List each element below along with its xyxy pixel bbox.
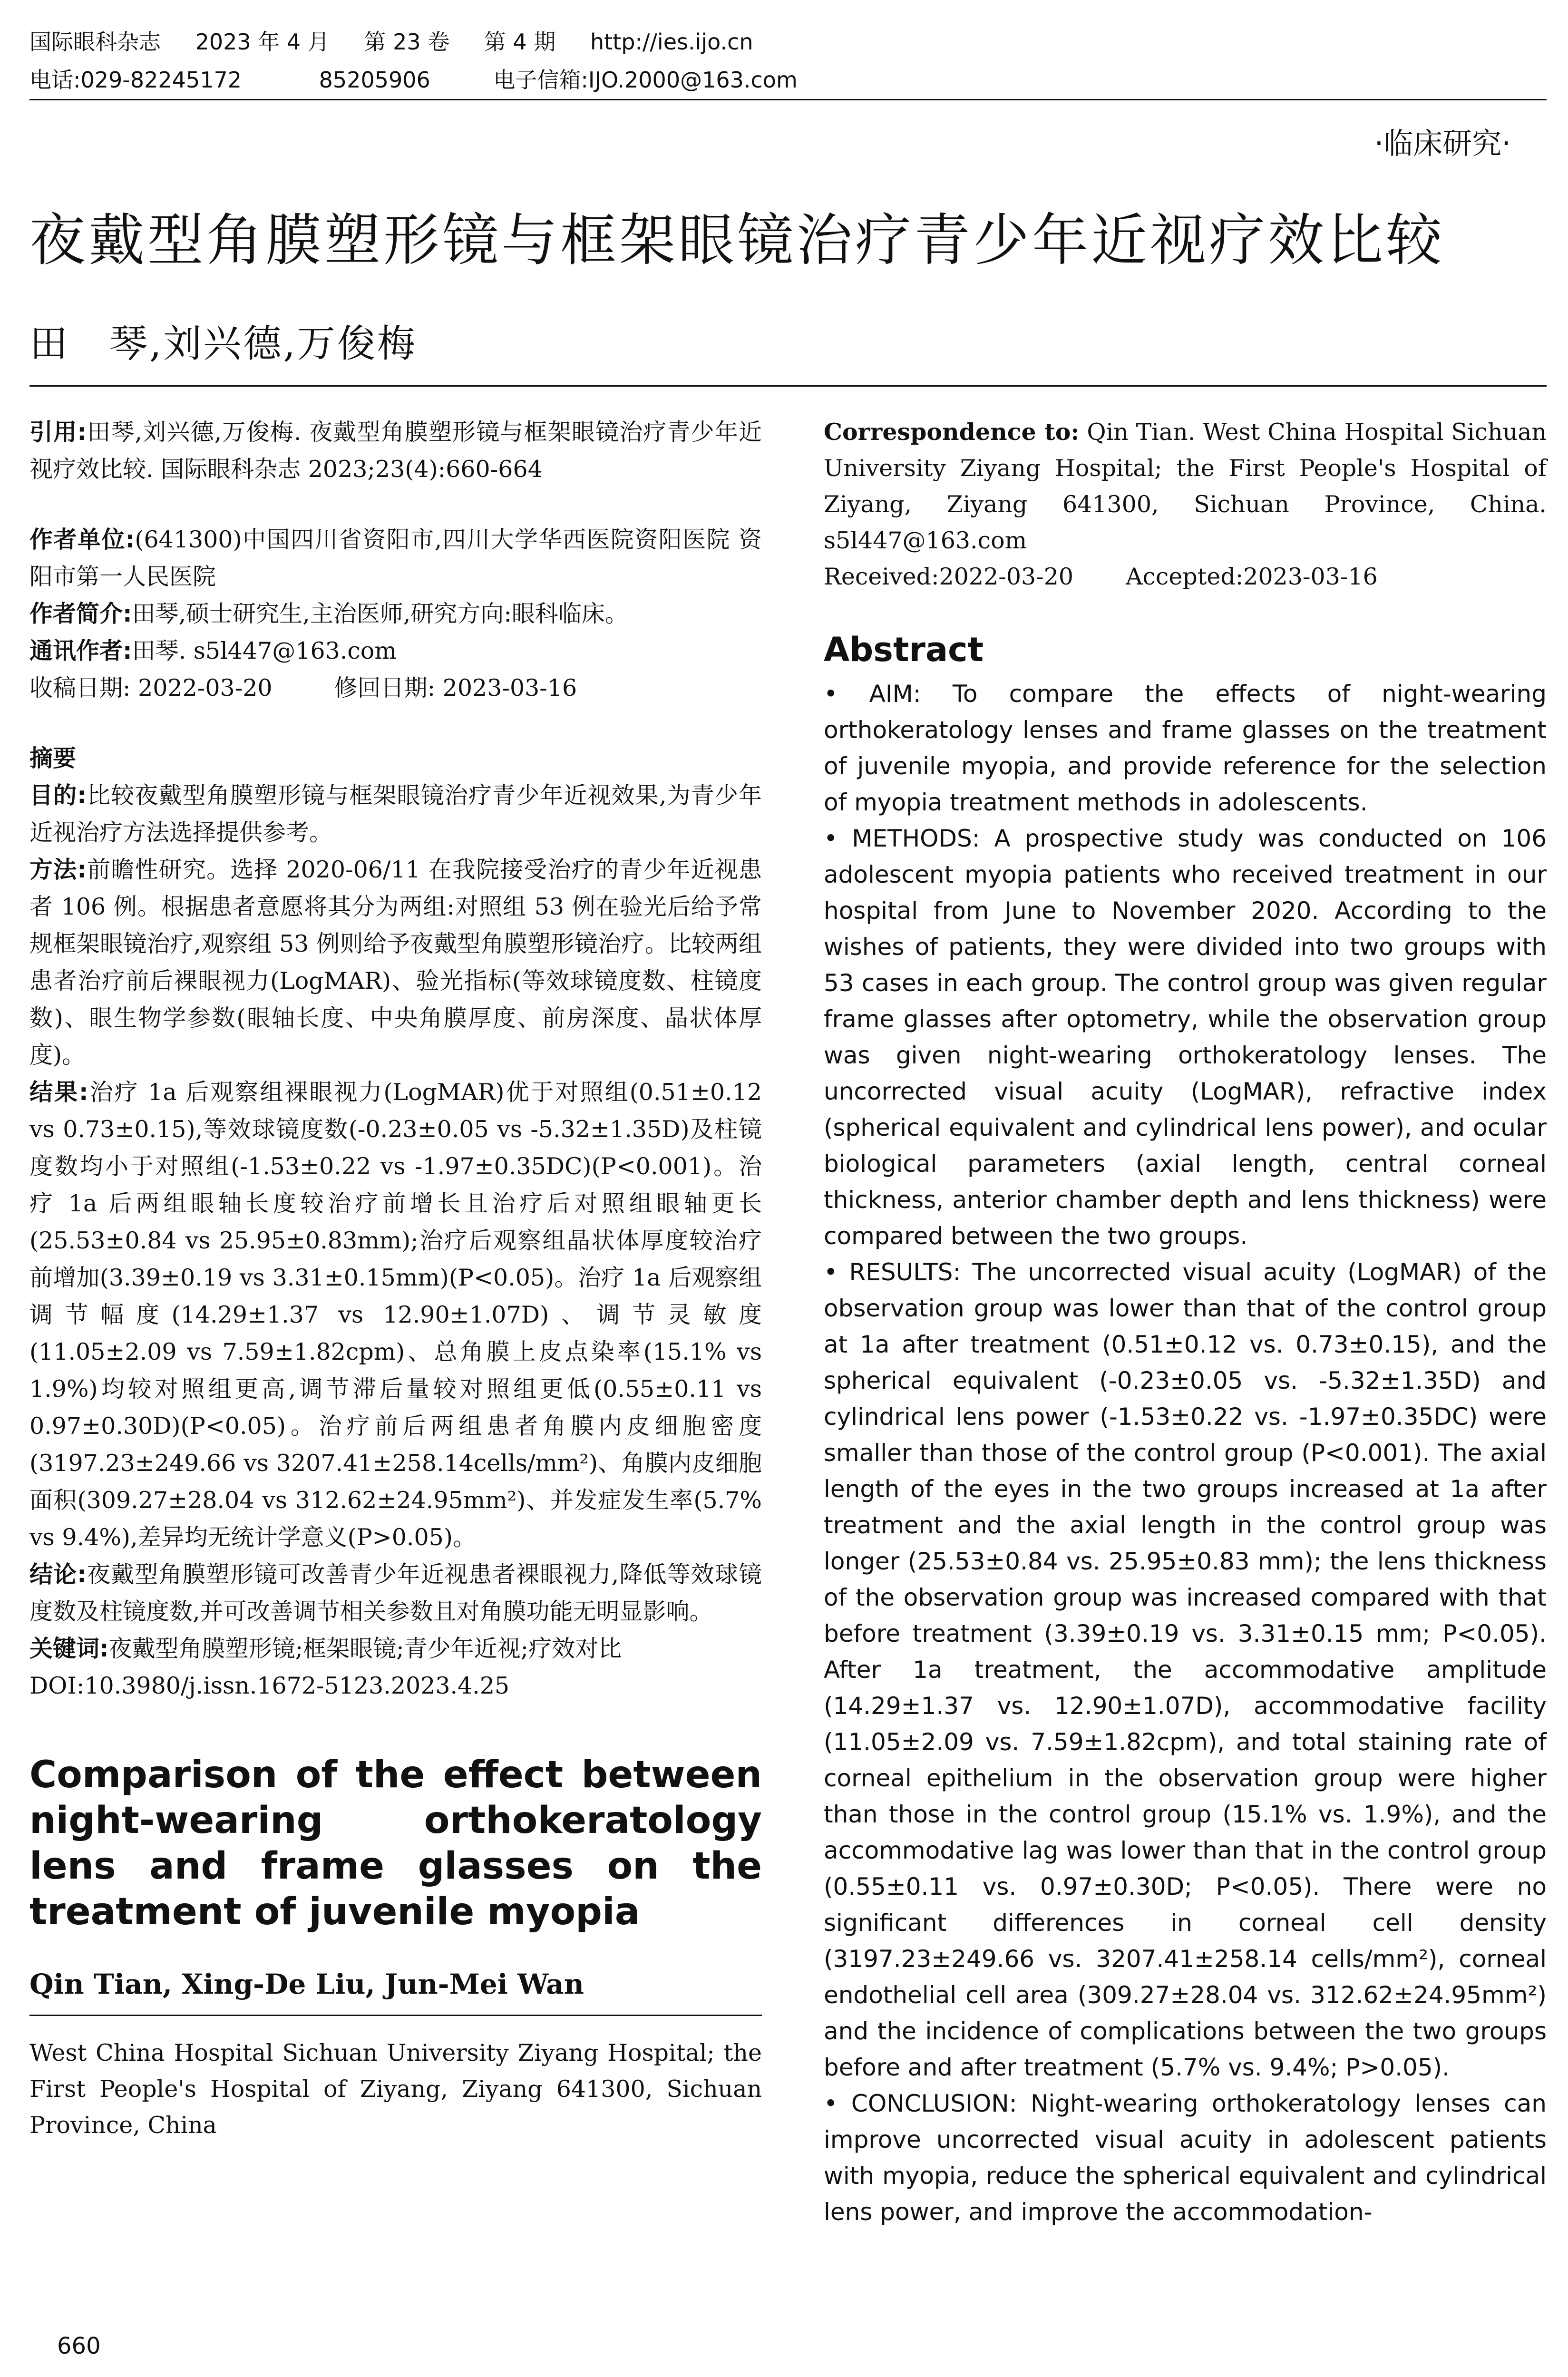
affiliation-rule (29, 2015, 762, 2016)
abstract-cn-heading: 摘要 (29, 745, 77, 772)
header-rule (29, 99, 1547, 100)
abstract-methods: • METHODS: A prospective study was conducted on 106 adolescent myopia patients who received treatment in our hospital from June to November 2020. According to the wishes of patients, they were divided into two groups with 53 cases in each group. The control group was given regular frame glasses after optometry, while the observation group was given night-wearing orthokeratology lenses. The uncorrected visual acuity (LogMAR), refractive index (spherical equivalent and cylindrical lens power), and ocular biological parameters (axial length, central corneal thickness, anterior chamber depth and lens thickness) were compared between the two groups. (824, 825, 1547, 1250)
phone: 电话:029-82245172 (29, 67, 242, 93)
corresponding-author: 通讯作者:田琴. s5l447@163.com (29, 637, 397, 664)
received-date: Received:2022-03-20 (824, 563, 1074, 590)
journal-url[interactable]: http://ies.ijo.cn (590, 29, 753, 55)
abstract-results: • RESULTS: The uncorrected visual acuity (LogMAR) of the observation group was lower than that of the control group at 1a after treatment (0.51±0.12 vs. 0.73±0.15), and the spherical equivalent (-0.23±0.05 vs. -5.32±1.35D) and cylindrical lens power (-1.53±0.22 vs. -1.97±0.35DC) were smaller than those of the control group (P<0.001). The axial length of the eyes in the two groups increased at 1a after treatment and the axial length in the control group was longer (25.53±0.84 vs. 25.95±0.83 mm); the lens thickness of the observation group was increased compared with that before treatment (3.39±0.19 vs. 3.31±0.15 mm; P<0.05). After 1a treatment, the accommodative amplitude (14.29±1.37 vs. 12.90±1.07D), accommodative facility (11.05±2.09 vs. 7.59±1.82cpm), and total staining rate of corneal epithelium in the observation group were higher than those in the control group (15.1% vs. 1.9%), and the accommodative lag was lower than that in the control group (0.55±0.11 vs. 0.97±0.30D; P<0.05). There were no significant differences in corneal cell density (3197.23±249.66 vs. 3207.41±258.14 cells/mm²), corneal endothelial cell area (309.27±28.04 vs. 312.62±24.95mm²) and the incidence of complications between the two groups before and after treatment (5.7% vs. 9.4%; P>0.05). (824, 1258, 1547, 2081)
journal-name: 国际眼科杂志 (29, 29, 161, 55)
citation-text: 田琴,刘兴德,万俊梅. 夜戴型角膜塑形镜与框架眼镜治疗青少年近视疗效比较. 国际眼科杂志 2023;23(4):660-664 (29, 419, 762, 483)
keywords-cn: 关键词:夜戴型角膜塑形镜;框架眼镜;青少年近视;疗效对比 (29, 1635, 622, 1662)
abstract-conclusion: • CONCLUSION: Night-wearing orthokeratology lenses can improve uncorrected visual acuity in adolescent patients with myopia, reduce the spherical equivalent and cylindrical lens power, and improve the accommodation- (824, 2090, 1547, 2226)
received-date-cn: 收稿日期: 2022-03-20 (29, 674, 273, 701)
english-title: Comparison of the effect between night-wearing orthokeratology lens and frame glasses on the treatment of juvenile myopia (29, 1754, 762, 1933)
abstract-cn-results: 结果:治疗 1a 后观察组裸眼视力(LogMAR)优于对照组(0.51±0.12 vs 0.73±0.15),等效球镜度数(-0.23±0.05 vs -5.32±1.35D)及柱镜度数均小于对照组(-1.53±0.22 vs -1.97±0.35DC)(P<0.001)。治疗 1a 后两组眼轴长度较治疗前增长且治疗后对照组眼轴更长(25.53±0.84 vs 25.95±0.83mm);治疗后观察组晶状体厚度较治疗前增加(3.39±0.19 vs 3.31±0.15mm)(P<0.05)。治疗 1a 后观察组调节幅度(14.29±1.37 vs 12.90±1.07D)、调节灵敏度(11.05±2.09 vs 7.59±1.82cpm)、总角膜上皮点染率(15.1% vs 1.9%)均较对照组更高,调节滞后量较对照组更低(0.55±0.11 vs 0.97±0.30D)(P<0.05)。治疗前后两组患者角膜内皮细胞密度(3197.23±249.66 vs 3207.41±258.14cells/mm²)、角膜内皮细胞面积(309.27±28.04 vs 312.62±24.95mm²)、并发症发生率(5.7% vs 9.4%),差异均无统计学意义(P>0.05)。 (29, 1079, 762, 1551)
revised-date-cn: 修回日期: 2023-03-16 (334, 674, 577, 701)
issue-date: 2023 年 4 月 (195, 29, 330, 55)
abstract-aim: • AIM: To compare the effects of night-wearing orthokeratology lenses and frame glasses on the treatment of juvenile myopia, and provide reference for the selection of myopia treatment methods in adolescents. (824, 680, 1547, 816)
journal-email: 电子信箱:IJO.2000@163.com (493, 67, 798, 93)
english-authors: Qin Tian, Xing-De Liu, Jun-Mei Wan (29, 1968, 584, 2000)
abstract-cn-conclusion: 结论:夜戴型角膜塑形镜可改善青少年近视患者裸眼视力,降低等效球镜度数及柱镜度数,并可改善调节相关参数且对角膜功能无明显影响。 (29, 1561, 762, 1625)
abstract-cn-aim: 目的:比较夜戴型角膜塑形镜与框架眼镜治疗青少年近视效果,为青少年近视治疗方法选择提供参考。 (29, 782, 762, 846)
journal-header-line2 (29, 63, 1547, 94)
page-number: 660 (57, 2333, 101, 2359)
journal-header-line1 (29, 25, 1547, 56)
volume: 第 23 卷 (364, 29, 450, 55)
received-accepted (824, 559, 1547, 595)
section-label: ·临床研究· (1374, 126, 1511, 161)
author-list: 田 琴,刘兴德,万俊梅 (29, 321, 417, 366)
author-unit: 作者单位:(641300)中国四川省资阳市,四川大学华西医院资阳医院 资阳市第一人民医院 (29, 526, 762, 590)
correspondence-label: Correspondence to: (824, 418, 1080, 446)
correspondence (824, 414, 1547, 559)
abstract-cn-methods: 方法:前瞻性研究。选择 2020-06/11 在我院接受治疗的青少年近视患者 106 例。根据患者意愿将其分为两组:对照组 53 例在验光后给予常规框架眼镜治疗,观察组 53 例则给予夜戴型角膜塑形镜治疗。比较两组患者治疗前后裸眼视力(LogMAR)、验光指标(等效球镜度数、柱镜度数)、眼生物学参数(眼轴长度、中央角膜厚度、前房深度、晶状体厚度)。 (29, 856, 762, 1069)
correspondence-text: Qin Tian. West China Hospital Sichuan University Ziyang Hospital; the First People's Hospital of Ziyang, Ziyang 641300, Sichuan Province, China. s5l447@163.com (824, 419, 1547, 554)
right-column (824, 414, 1547, 2230)
author-bio: 作者简介:田琴,硕士研究生,主治医师,研究方向:眼科临床。 (29, 600, 628, 627)
citation-label: 引用: (29, 419, 87, 446)
dates-cn (29, 670, 762, 707)
citation (29, 414, 762, 488)
english-affiliation: West China Hospital Sichuan University Ziyang Hospital; the First People's Hospital of Ziyang, Ziyang 641300, Sichuan Province, China (29, 2039, 762, 2139)
phone-2: 85205906 (319, 67, 430, 93)
abstract-heading: Abstract (824, 630, 984, 669)
title-rule (29, 385, 1547, 387)
issue: 第 4 期 (484, 29, 556, 55)
doi[interactable]: DOI:10.3980/j.issn.1672-5123.2023.4.25 (29, 1672, 510, 1699)
left-column (29, 414, 762, 2143)
accepted-date: Accepted:2023-03-16 (1126, 563, 1378, 590)
article-title: 夜戴型角膜塑形镜与框架眼镜治疗青少年近视疗效比较 (29, 207, 1445, 273)
